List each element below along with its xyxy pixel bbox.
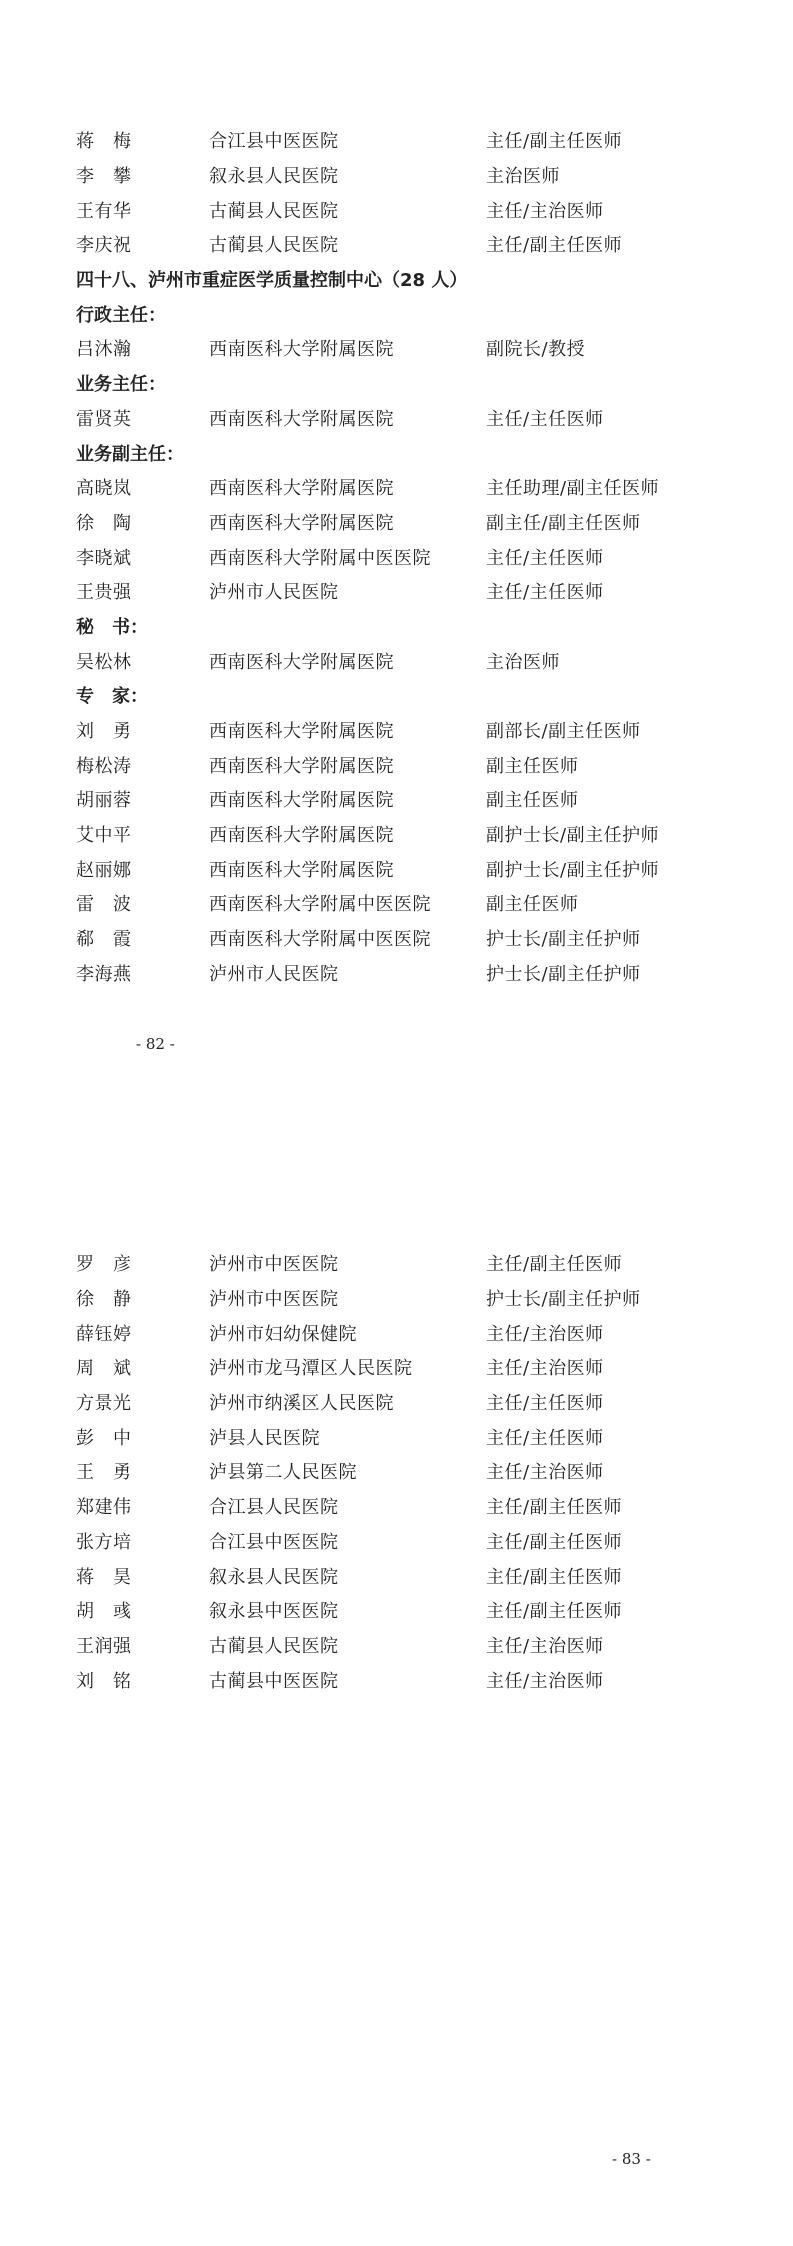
member-title: 主任/主治医师 [486,1635,604,1657]
member-org: 叙永县人民医院 [209,1566,339,1588]
member-title: 主任/主任医师 [486,408,604,430]
member-name: 张方培 [76,1531,132,1553]
member-title: 主任/主任医师 [486,1393,604,1415]
table-row [76,574,716,609]
member-name: 李海燕 [76,963,132,985]
member-name: 方景光 [76,1393,132,1415]
member-name: 吕沐瀚 [76,339,132,361]
member-org: 西南医科大学附属医院 [209,512,394,534]
member-title: 副护士长/副主任护师 [486,825,660,847]
member-title: 主任/主治医师 [486,1462,604,1484]
member-org: 西南医科大学附属医院 [209,339,394,361]
member-name: 雷 波 [76,894,132,916]
member-title: 副部长/副主任医师 [486,721,641,743]
table-row [76,505,716,540]
member-name: 薛钰婷 [76,1323,132,1345]
table-row [76,470,716,505]
page-82-content [76,123,716,990]
member-org: 泸州市龙马潭区人民医院 [209,1358,413,1380]
member-title: 主任/副主任医师 [486,1497,623,1519]
role-label: 专 家： [76,686,148,708]
member-org: 西南医科大学附属医院 [209,859,394,881]
table-row [76,1281,716,1316]
table-row [76,1315,716,1350]
member-name: 雷贤英 [76,408,132,430]
table-row [76,713,716,748]
member-name: 胡丽蓉 [76,790,132,812]
member-name: 郗 霞 [76,929,132,951]
member-org: 西南医科大学附属中医医院 [209,547,431,569]
member-title: 护士长/副主任护师 [486,963,641,985]
member-title: 主任/副主任医师 [486,1566,623,1588]
member-name: 王贵强 [76,582,132,604]
member-title: 主治医师 [486,166,560,188]
member-title: 主任/主治医师 [486,1670,604,1692]
table-row [76,123,716,158]
table-row [76,851,716,886]
page-83-content [76,1246,716,1697]
member-title: 副主任医师 [486,755,579,777]
member-name: 胡 彧 [76,1601,132,1623]
member-title: 主任/副主任医师 [486,1531,623,1553]
member-org: 泸县第二人民医院 [209,1462,357,1484]
member-name: 刘 勇 [76,721,132,743]
member-org: 合江县中医医院 [209,131,339,153]
group-secretary [76,609,716,678]
member-org: 西南医科大学附属医院 [209,651,394,673]
member-title: 副主任医师 [486,790,579,812]
member-name: 徐 陶 [76,512,132,534]
page-83 [0,1123,793,2246]
member-title: 副主任/副主任医师 [486,512,641,534]
role-label: 秘 书： [76,616,148,638]
member-name: 王 勇 [76,1462,132,1484]
member-org: 西南医科大学附属医院 [209,755,394,777]
member-title: 主任/主治医师 [486,1323,604,1345]
member-name: 梅松涛 [76,755,132,777]
table-row [76,747,716,782]
member-name: 周 斌 [76,1358,132,1380]
role-label: 行政主任： [76,304,166,326]
member-org: 泸州市中医医院 [209,1254,339,1276]
member-title: 主治医师 [486,651,560,673]
member-name: 蒋 昊 [76,1566,132,1588]
table-row [76,1489,716,1524]
group-business-director [76,366,716,435]
table-row [76,1558,716,1593]
table-row [76,1385,716,1420]
table-row [76,401,716,436]
member-org: 合江县人民医院 [209,1497,339,1519]
member-title: 副院长/教授 [486,339,586,361]
table-row [76,227,716,262]
member-name: 艾中平 [76,825,132,847]
member-org: 泸州市中医医院 [209,1289,339,1311]
member-name: 彭 中 [76,1427,132,1449]
member-title: 主任/副主任医师 [486,1254,623,1276]
member-title: 护士长/副主任护师 [486,1289,641,1311]
member-name: 郑建伟 [76,1497,132,1519]
member-title: 护士长/副主任护师 [486,929,641,951]
role-label: 业务主任： [76,374,166,396]
table-row [76,782,716,817]
member-name: 王有华 [76,200,132,222]
member-org: 叙永县人民医院 [209,166,339,188]
table-row [76,921,716,956]
member-title: 主任/副主任医师 [486,131,623,153]
member-name: 吴松林 [76,651,132,673]
member-name: 王润强 [76,1635,132,1657]
table-row [76,1350,716,1385]
member-title: 副护士长/副主任护师 [486,859,660,881]
table-row [76,331,716,366]
member-name: 赵丽娜 [76,859,132,881]
table-row [76,1454,716,1489]
table-row [76,1662,716,1697]
member-org: 泸州市人民医院 [209,582,339,604]
member-title: 主任/主任医师 [486,547,604,569]
member-name: 李 攀 [76,166,132,188]
page-number: - 83 - [612,2150,651,2168]
member-name: 罗 彦 [76,1254,132,1276]
group-admin-director [76,296,716,365]
member-title: 副主任医师 [486,894,579,916]
table-row [76,1628,716,1663]
member-org: 西南医科大学附属中医医院 [209,894,431,916]
member-org: 西南医科大学附属医院 [209,721,394,743]
member-org: 泸州市人民医院 [209,963,339,985]
member-org: 泸州市纳溪区人民医院 [209,1393,394,1415]
table-row [76,817,716,852]
member-title: 主任/主治医师 [486,1358,604,1380]
member-org: 西南医科大学附属中医医院 [209,929,431,951]
member-title: 主任助理/副主任医师 [486,478,660,500]
member-name: 刘 铭 [76,1670,132,1692]
table-row [76,956,716,991]
table-row [76,158,716,193]
member-title: 主任/副主任医师 [486,1601,623,1623]
member-org: 西南医科大学附属医院 [209,408,394,430]
table-row [76,1524,716,1559]
table-row [76,1419,716,1454]
member-org: 古蔺县人民医院 [209,1635,339,1657]
role-label: 业务副主任： [76,443,184,465]
member-org: 西南医科大学附属医院 [209,478,394,500]
member-name: 高晓岚 [76,478,132,500]
member-name: 徐 静 [76,1289,132,1311]
group-experts [76,678,716,990]
table-row [76,1246,716,1281]
member-title: 主任/主任医师 [486,1427,604,1449]
table-row [76,539,716,574]
table-row [76,643,716,678]
member-org: 泸州市妇幼保健院 [209,1323,357,1345]
page-number: - 82 - [136,1035,175,1053]
member-title: 主任/主任医师 [486,582,604,604]
member-org: 合江县中医医院 [209,1531,339,1553]
member-title: 主任/副主任医师 [486,235,623,257]
member-name: 李庆祝 [76,235,132,257]
member-name: 蒋 梅 [76,131,132,153]
table-row [76,886,716,921]
member-org: 古蔺县人民医院 [209,235,339,257]
group-deputy-directors [76,435,716,608]
member-title: 主任/主治医师 [486,200,604,222]
member-name: 李晓斌 [76,547,132,569]
member-org: 西南医科大学附属医院 [209,825,394,847]
section-title: 四十八、泸州市重症医学质量控制中心（28 人） [76,270,468,292]
member-org: 西南医科大学附属医院 [209,790,394,812]
table-row [76,1593,716,1628]
member-org: 叙永县中医医院 [209,1601,339,1623]
member-org: 泸县人民医院 [209,1427,320,1449]
top-rows [76,123,716,262]
member-org: 古蔺县中医医院 [209,1670,339,1692]
table-row [76,192,716,227]
member-org: 古蔺县人民医院 [209,200,339,222]
